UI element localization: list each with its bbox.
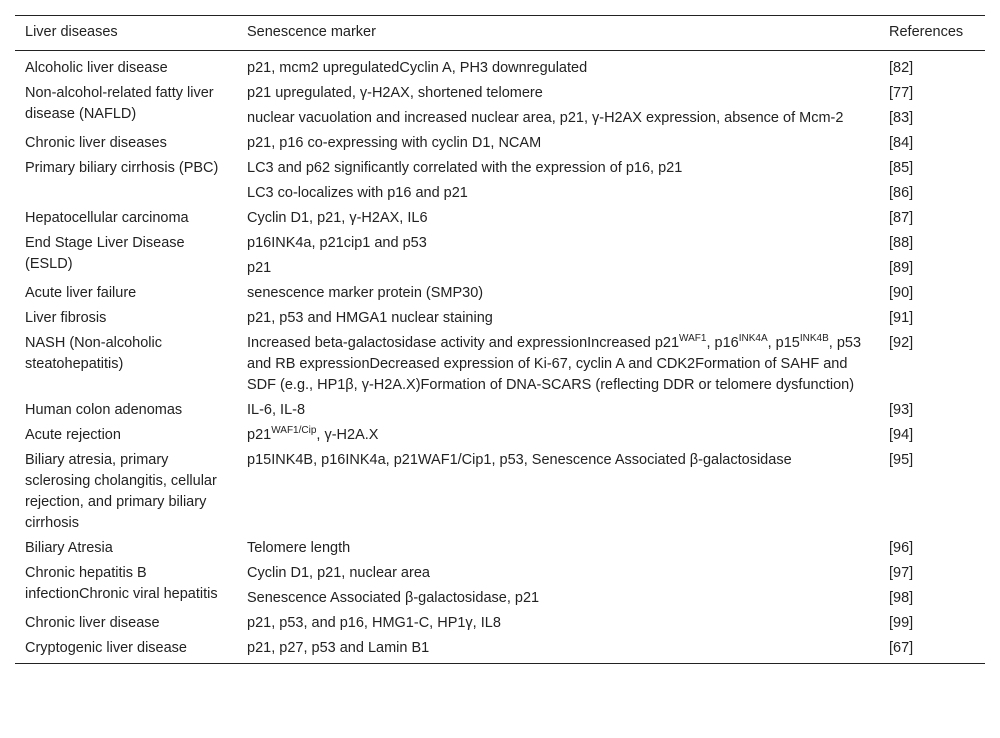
reference-cell: [91] xyxy=(889,310,914,326)
reference-cell: [82] xyxy=(889,60,914,76)
marker-text: , p15 xyxy=(767,335,800,351)
marker-cell: p21, p53 and HMGA1 nuclear staining xyxy=(247,310,493,326)
disease-cell: Primary biliary cirrhosis (PBC) xyxy=(25,160,219,176)
marker-cell: LC3 and p62 significantly correlated with the expression of p16, p21 xyxy=(247,160,683,176)
marker-superscript: WAF1/Cip xyxy=(271,425,317,436)
reference-cell: [77] xyxy=(889,85,914,101)
table-row xyxy=(15,81,985,106)
marker-text: , p53 and RB expressionDecreased expression of Ki-67, cyclin A and CDK2Formation of SAHF and SDF (e.g., HP1β, γ-H2A.X)Formation of DNA-SCARS (reflecting DDR or telomere dysfunction) xyxy=(247,335,862,393)
senescence-markers-table-container xyxy=(15,15,985,664)
table-row xyxy=(15,131,985,156)
disease-cell: Chronic hepatitis B infectionChronic viral hepatitis xyxy=(25,565,218,602)
reference-cell: [83] xyxy=(889,110,914,126)
marker-superscript: INK4B xyxy=(799,333,829,344)
disease-cell: NASH (Non-alcoholic steatohepatitis) xyxy=(25,335,162,372)
reference-cell: [87] xyxy=(889,210,914,226)
marker-cell: p21, p27, p53 and Lamin B1 xyxy=(247,640,430,656)
marker-text: Increased beta-galactosidase activity and expressionIncreased p21 xyxy=(247,335,680,351)
reference-cell: [99] xyxy=(889,615,914,631)
table-row xyxy=(15,636,985,664)
marker-cell: p21, p53, and p16, HMG1-C, HP1γ, IL8 xyxy=(247,615,501,631)
reference-cell: [95] xyxy=(889,452,914,468)
marker-cell: p15INK4B, p16INK4a, p21WAF1/Cip1, p53, Senescence Associated β-galactosidase xyxy=(247,452,792,468)
reference-cell: [90] xyxy=(889,285,914,301)
marker-cell: p21, mcm2 upregulatedCyclin A, PH3 downregulated xyxy=(247,60,588,76)
header-senescence-marker: Senescence marker xyxy=(247,24,376,40)
table-row xyxy=(15,51,985,82)
marker-cell xyxy=(237,423,879,448)
table-row xyxy=(15,281,985,306)
marker-text: , γ-H2A.X xyxy=(316,427,379,443)
marker-cell: nuclear vacuolation and increased nuclear area, p21, γ-H2AX expression, absence of Mcm-2 xyxy=(247,110,844,126)
marker-text: p21 xyxy=(247,427,272,443)
reference-cell: [93] xyxy=(889,402,914,418)
reference-cell: [98] xyxy=(889,590,914,606)
disease-cell: Alcoholic liver disease xyxy=(25,60,168,76)
table-header xyxy=(15,16,985,51)
reference-cell: [88] xyxy=(889,235,914,251)
marker-cell: IL-6, IL-8 xyxy=(247,402,306,418)
senescence-markers-table xyxy=(15,15,985,664)
header-liver-diseases: Liver diseases xyxy=(25,24,118,40)
disease-cell: Non-alcohol-related fatty liver disease (NAFLD) xyxy=(25,85,214,122)
table-row xyxy=(15,611,985,636)
reference-cell: [85] xyxy=(889,160,914,176)
disease-cell: Acute liver failure xyxy=(25,285,137,301)
marker-superscript: INK4A xyxy=(738,333,768,344)
disease-cell: Human colon adenomas xyxy=(25,402,183,418)
disease-cell: Chronic liver diseases xyxy=(25,135,167,151)
disease-cell: Biliary atresia, primary sclerosing cholangitis, cellular rejection, and primary biliary cirrhosis xyxy=(25,452,217,531)
reference-cell: [67] xyxy=(889,640,914,656)
table-row xyxy=(15,231,985,256)
disease-cell: Liver fibrosis xyxy=(25,310,107,326)
marker-cell: p16INK4a, p21cip1 and p53 xyxy=(247,235,427,251)
disease-cell: Chronic liver disease xyxy=(25,615,160,631)
disease-cell: Acute rejection xyxy=(25,427,121,443)
marker-cell: Telomere length xyxy=(247,540,351,556)
marker-cell: LC3 co-localizes with p16 and p21 xyxy=(247,185,468,201)
marker-cell: Cyclin D1, p21, nuclear area xyxy=(247,565,430,581)
reference-cell: [92] xyxy=(889,335,914,351)
table-body xyxy=(15,51,985,664)
reference-cell: [84] xyxy=(889,135,914,151)
reference-cell: [89] xyxy=(889,260,914,276)
reference-cell: [96] xyxy=(889,540,914,556)
table-row xyxy=(15,561,985,586)
marker-cell: p21 xyxy=(247,260,272,276)
marker-superscript: WAF1 xyxy=(679,333,707,344)
header-references: References xyxy=(889,24,964,40)
table-row xyxy=(15,536,985,561)
disease-cell: End Stage Liver Disease (ESLD) xyxy=(25,235,185,272)
marker-cell: Cyclin D1, p21, γ-H2AX, IL6 xyxy=(247,210,428,226)
table-row xyxy=(15,331,985,398)
reference-cell: [86] xyxy=(889,185,914,201)
table-row xyxy=(15,206,985,231)
reference-cell: [94] xyxy=(889,427,914,443)
reference-cell: [97] xyxy=(889,565,914,581)
disease-cell: Hepatocellular carcinoma xyxy=(25,210,189,226)
table-row xyxy=(15,423,985,448)
table-row xyxy=(15,306,985,331)
table-row xyxy=(15,448,985,536)
marker-cell xyxy=(237,331,879,398)
marker-text: , p16 xyxy=(706,335,739,351)
header-row xyxy=(15,16,985,51)
marker-cell: Senescence Associated β-galactosidase, p21 xyxy=(247,590,540,606)
marker-cell: senescence marker protein (SMP30) xyxy=(247,285,484,301)
disease-cell: Cryptogenic liver disease xyxy=(25,640,187,656)
disease-cell: Biliary Atresia xyxy=(25,540,113,556)
marker-cell: p21, p16 co-expressing with cyclin D1, NCAM xyxy=(247,135,542,151)
marker-cell: p21 upregulated, γ-H2AX, shortened telomere xyxy=(247,85,543,101)
table-row xyxy=(15,156,985,181)
table-row xyxy=(15,398,985,423)
